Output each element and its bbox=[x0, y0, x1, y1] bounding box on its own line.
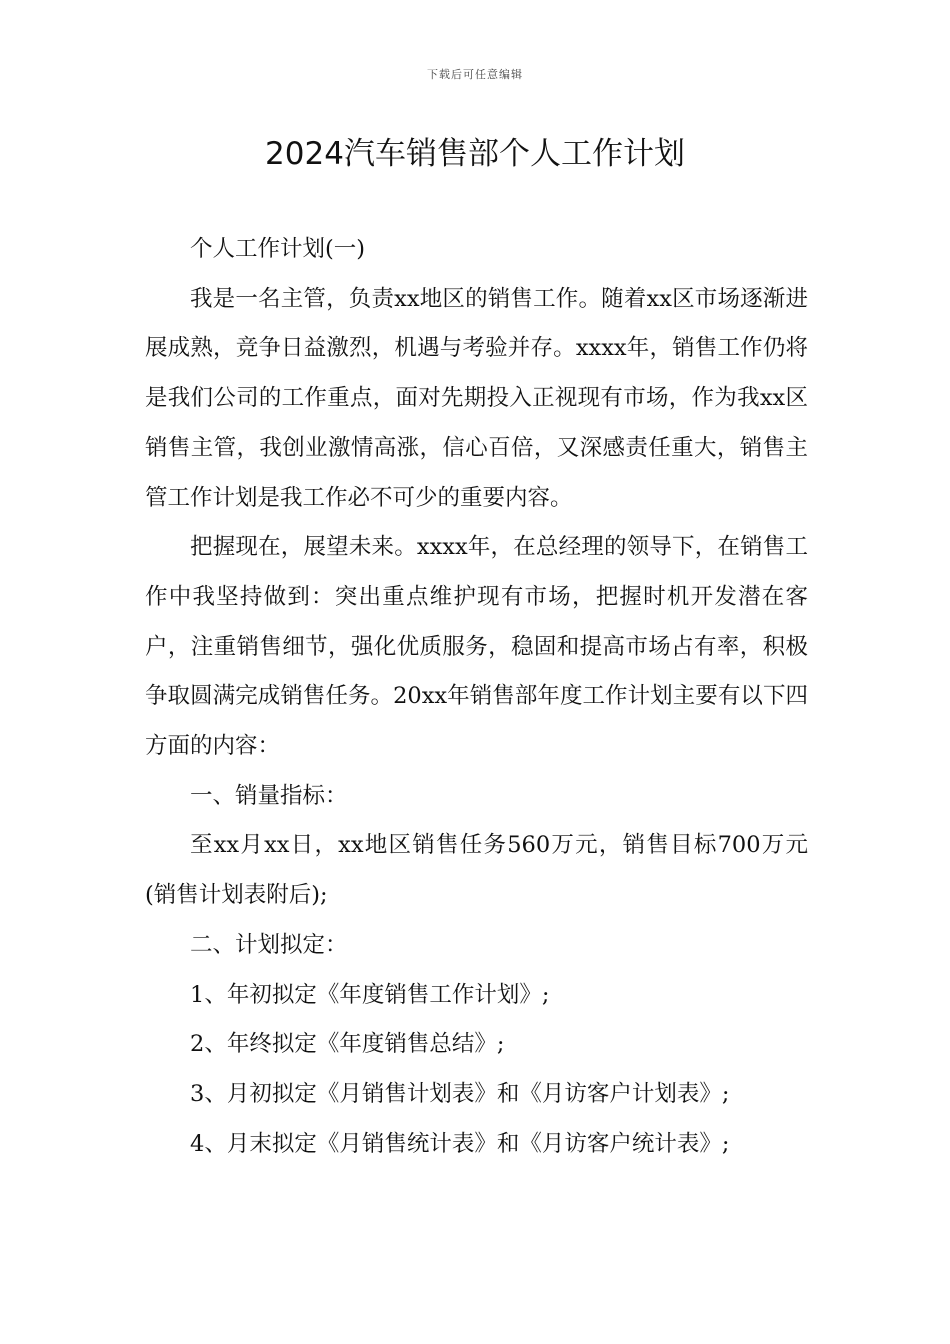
download-note: 下载后可任意编辑 bbox=[427, 68, 523, 81]
document-title: 2024汽车销售部个人工作计划 bbox=[265, 136, 685, 172]
document-body bbox=[145, 225, 808, 1169]
paragraph: 把握现在，展望未来。xxxx年，在总经理的领导下，在销售工作中我坚持做到：突出重点维护现有市场，把握时机开发潜在客户，注重销售细节，强化优质服务，稳固和提高市场占有率，积极争取圆满完成销售任务。20xx年销售部年度工作计划主要有以下四方面的内容： bbox=[145, 534, 808, 760]
section-heading: 二、计划拟定： bbox=[190, 931, 348, 958]
section-heading: 一、销量指标： bbox=[190, 782, 348, 809]
list-item: 4、月末拟定《月销售统计表》和《月访客户统计表》; bbox=[190, 1130, 730, 1157]
paragraph: 我是一名主管，负责xx地区的销售工作。随着xx区市场逐渐进展成熟，竞争日益激烈，机遇与考验并存。xxxx年，销售工作仍将是我们公司的工作重点，面对先期投入正视现有市场，作为我xx区销售主管，我创业激情高涨，信心百倍，又深感责任重大，销售主管工作计划是我工作必不可少的重要内容。 bbox=[145, 285, 808, 511]
list-item: 1、年初拟定《年度销售工作计划》; bbox=[190, 981, 550, 1008]
paragraph: 至xx月xx日，xx地区销售任务560万元，销售目标700万元(销售计划表附后); bbox=[145, 832, 808, 909]
section-heading: 个人工作计划(一) bbox=[190, 236, 366, 262]
list-item: 3、月初拟定《月销售计划表》和《月访客户计划表》; bbox=[190, 1080, 730, 1107]
list-item: 2、年终拟定《年度销售总结》; bbox=[190, 1031, 505, 1058]
